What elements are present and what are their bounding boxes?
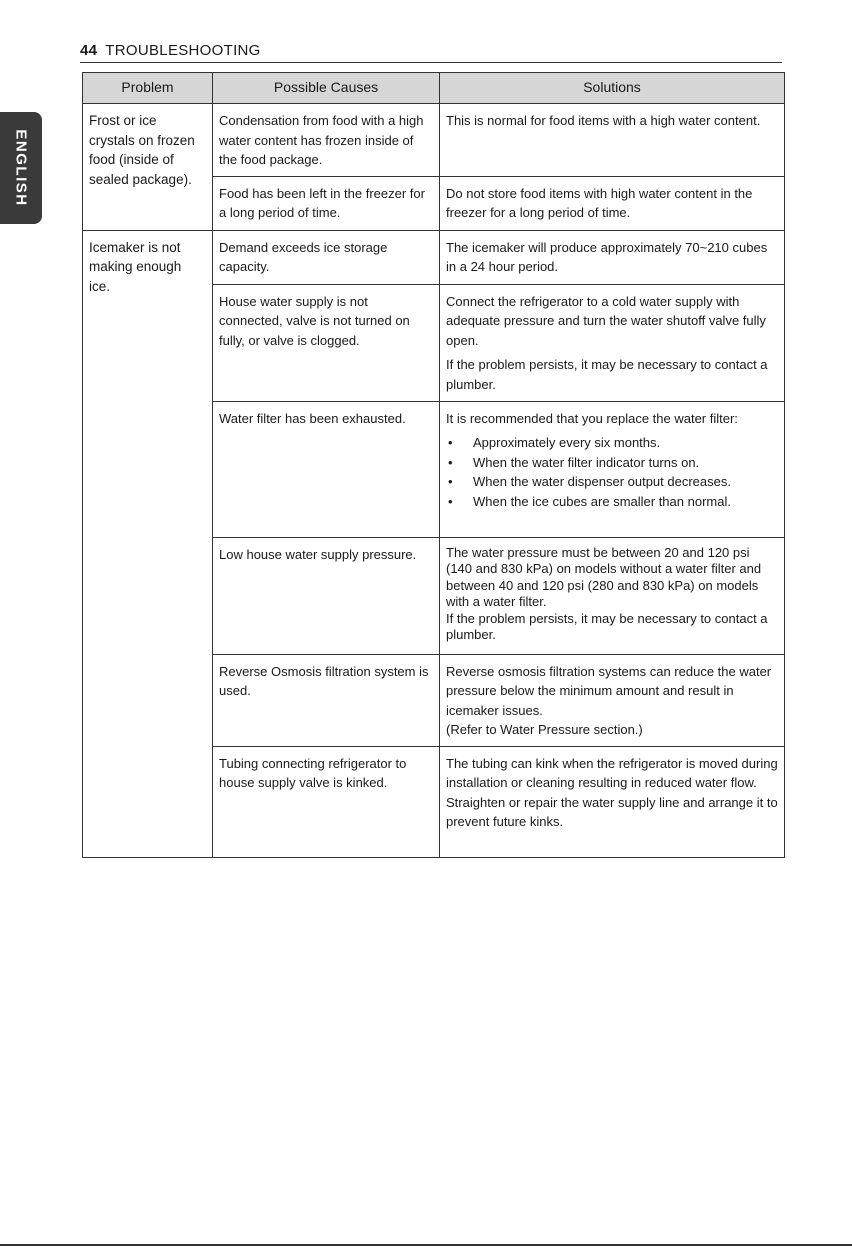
solution-text: If the problem persists, it may be necessary to contact a plumber. [446,357,768,392]
filter-replacement-list [446,433,778,511]
solution-cell [440,401,785,537]
problem-cell: Icemaker is not making enough ice. [83,230,213,857]
language-tab [0,112,42,224]
troubleshooting-table [82,72,785,858]
column-header-problem: Problem [83,73,213,104]
cause-cell: Low house water supply pressure. [213,537,440,654]
section-title: TROUBLESHOOTING [105,42,261,59]
solution-cell [440,284,785,401]
solution-text: Reverse osmosis filtration systems can reduce the water pressure below the minimum amount and result in icemaker issues. [446,663,772,718]
solution-cell [440,176,785,230]
list-item: • When the water dispenser output decreases. [448,474,731,489]
page-header [80,42,782,63]
list-item: • Approximately every six months. [448,435,661,450]
page-bottom-rule [0,1244,852,1246]
solution-text: Do not store food items with high water content in the freezer for a long period of time. [446,185,753,220]
solution-cell [440,537,785,654]
table-row [83,230,785,284]
solution-text: Connect the refrigerator to a cold water supply with adequate pressure and turn the water shutoff valve fully open. [446,293,766,348]
problem-cell: Frost or ice crystals on frozen food (inside of sealed package). [83,104,213,231]
cause-cell: Water filter has been exhausted. [213,401,440,537]
solution-cell [440,104,785,177]
solution-cell [440,746,785,857]
solution-text: The tubing can kink when the refrigerator is moved during installation or cleaning resulting in reduced water flow. Straighten or repair the water supply line and arrange it to prevent future kinks. [446,755,778,829]
cause-cell: Condensation from food with a high water content has frozen inside of the food package. [213,104,440,177]
solution-text: This is normal for food items with a high water content. [446,113,761,128]
column-header-solutions: Solutions [440,73,785,104]
solution-cell [440,230,785,284]
solution-text: It is recommended that you replace the water filter: [446,410,738,426]
solution-text: (Refer to Water Pressure section.) [446,722,643,737]
list-item: • When the water filter indicator turns on. [448,454,700,470]
solution-text: If the problem persists, it may be necessary to contact a plumber. [446,610,768,642]
page-number: 44 [80,42,98,59]
table-row [83,104,785,177]
cause-cell: House water supply is not connected, valve is not turned on fully, or valve is clogged. [213,284,440,401]
column-header-causes: Possible Causes [213,73,440,104]
cause-cell: Tubing connecting refrigerator to house supply valve is kinked. [213,746,440,857]
solution-text: The icemaker will produce approximately 70~210 cubes in a 24 hour period. [446,239,768,274]
cause-cell: Food has been left in the freezer for a long period of time. [213,176,440,230]
cause-cell: Demand exceeds ice storage capacity. [213,230,440,284]
table-header-row [83,73,785,104]
solution-text: The water pressure must be between 20 and 120 psi (140 and 830 kPa) on models without a water filter and between 40 and 120 psi (280 and 830 kPa) on models with a water filter. [446,544,762,609]
cause-cell: Reverse Osmosis filtration system is used. [213,654,440,746]
solution-cell [440,654,785,746]
language-tab-label: ENGLISH [12,129,30,207]
list-item: • When the ice cubes are smaller than normal. [448,493,731,509]
